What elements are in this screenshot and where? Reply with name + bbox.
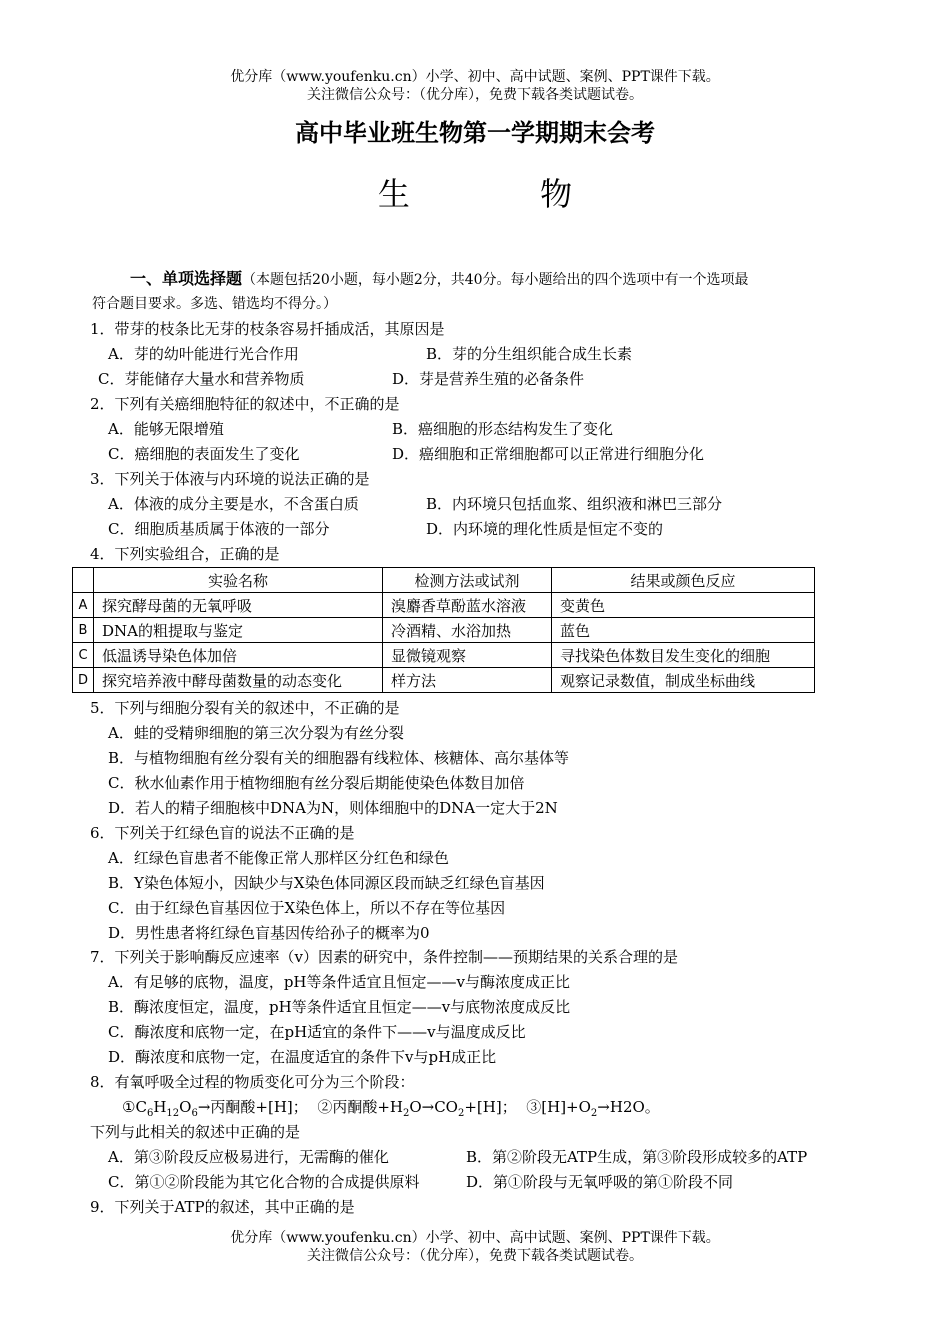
section-heading: 一、单项选择题 (130, 269, 243, 288)
exam-title: 高中毕业班生物第一学期期末会考 (295, 118, 655, 147)
q6-option-b: B．Y染色体短小，因缺少与X染色体同源区段而缺乏红绿色盲基因 (108, 874, 545, 892)
q9-stem: 9．下列关于ATP的叙述，其中正确的是 (90, 1198, 355, 1216)
table-header-row (73, 568, 815, 593)
table-row (73, 618, 815, 643)
table-row (73, 668, 815, 693)
q8-option-c: C．第①②阶段能为其它化合物的合成提供原料 (108, 1173, 420, 1191)
q2-option-b: B．癌细胞的形态结构发生了变化 (392, 420, 614, 438)
q2-option-a: A．能够无限增殖 (108, 420, 224, 438)
q8-stage-1: $①C_6H_{12}O_6\to$丙酮酸+[H]； (122, 1098, 308, 1119)
q7-option-b: B．酶浓度恒定，温度，pH等条件适宜且恒定——v与底物浓度成反比 (108, 998, 571, 1016)
row-label: A (73, 593, 94, 618)
table-cell: 低温诱导染色体加倍 (94, 643, 383, 668)
q8-stage-2: ②丙酮酸$+H_2O\to CO_2+[H]$； (317, 1098, 517, 1119)
header-cell: 检测方法或试剂 (383, 568, 552, 593)
table-cell: 观察记录数值，制成坐标曲线 (552, 668, 815, 693)
table-cell: 样方法 (383, 668, 552, 693)
table-cell: 显微镜观察 (383, 643, 552, 668)
q6-option-d: D．男性患者将红绿色盲基因传给孙子的概率为0 (108, 924, 430, 942)
section-heading-line (130, 268, 749, 291)
q5-option-b: B．与植物细胞有丝分裂有关的细胞器有线粒体、核糖体、高尔基体等 (108, 749, 570, 767)
section-note-2: 符合题目要求。多选、错选均不得分。） (92, 296, 337, 312)
header-cell: 实验名称 (94, 568, 383, 593)
header-cell: 结果或颜色反应 (552, 568, 815, 593)
table-cell: 蓝色 (552, 618, 815, 643)
experiment-table (72, 567, 815, 693)
section-note-1: （本题包括20小题，每小题2分，共40分。每小题给出的四个选项中有一个选项最 (242, 272, 749, 288)
q6-option-c: C．由于红绿色盲基因位于X染色体上，所以不存在等位基因 (108, 899, 506, 917)
q8-stage-3: $③[H]+O_2\to H2O$。 (526, 1098, 660, 1119)
q2-stem: 2．下列有关癌细胞特征的叙述中，不正确的是 (90, 395, 400, 413)
row-label: B (73, 618, 94, 643)
q8-option-a: A．第③阶段反应极易进行，无需酶的催化 (108, 1148, 389, 1166)
q1-option-c: C．芽能储存大量水和营养物质 (98, 370, 305, 388)
q7-option-c: C．酶浓度和底物一定，在pH适宜的条件下——v与温度成反比 (108, 1023, 526, 1041)
q3-option-c: C．细胞质基质属于体液的一部分 (108, 520, 330, 538)
table-row (73, 643, 815, 668)
q5-stem: 5．下列与细胞分裂有关的叙述中，不正确的是 (90, 699, 400, 717)
q6-stem: 6．下列关于红绿色盲的说法不正确的是 (90, 824, 355, 842)
q1-option-d: D．芽是营养生殖的必备条件 (392, 370, 585, 388)
q3-option-a: A．体液的成分主要是水，不含蛋白质 (108, 495, 359, 513)
header-line-2: 关注微信公众号：（优分库），免费下载各类试题试卷。 (307, 87, 643, 103)
footer-line-2: 关注微信公众号：（优分库），免费下载各类试题试卷。 (307, 1248, 643, 1264)
row-label: C (73, 643, 94, 668)
q8-option-d: D．第①阶段与无氧呼吸的第①阶段不同 (466, 1173, 734, 1191)
q1-option-b: B．芽的分生组织能合成生长素 (426, 345, 633, 363)
q5-option-a: A．蛙的受精卵细胞的第三次分裂为有丝分裂 (108, 724, 404, 742)
q3-stem: 3．下列关于体液与内环境的说法正确的是 (90, 470, 370, 488)
subject-title: 生 物 (377, 175, 633, 213)
q8-stem: 8．有氧呼吸全过程的物质变化可分为三个阶段： (90, 1073, 415, 1091)
q8-option-b: B．第②阶段无ATP生成，第③阶段形成较多的ATP (466, 1148, 808, 1166)
table-cell: DNA的粗提取与鉴定 (94, 618, 383, 643)
q1-option-a: A．芽的幼叶能进行光合作用 (108, 345, 299, 363)
table-cell: 寻找染色体数目发生变化的细胞 (552, 643, 815, 668)
table-cell: 变黄色 (552, 593, 815, 618)
table-cell: 探究酵母菌的无氧呼吸 (94, 593, 383, 618)
footer-line-1: 优分库（www.youfenku.cn）小学、初中、高中试题、案例、PPT课件下载。 (230, 1230, 720, 1246)
q3-option-d: D．内环境的理化性质是恒定不变的 (426, 520, 664, 538)
q5-option-c: C．秋水仙素作用于植物细胞有丝分裂后期能使染色体数目加倍 (108, 774, 525, 792)
q5-option-d: D．若人的精子细胞核中DNA为N，则体细胞中的DNA一定大于2N (108, 799, 558, 817)
q3-option-b: B．内环境只包括血浆、组织液和淋巴三部分 (426, 495, 723, 513)
table-cell: 探究培养液中酵母菌数量的动态变化 (94, 668, 383, 693)
q7-option-d: D．酶浓度和底物一定，在温度适宜的条件下v与pH成正比 (108, 1048, 497, 1066)
q2-option-c: C．癌细胞的表面发生了变化 (108, 445, 300, 463)
header-line-1: 优分库（www.youfenku.cn）小学、初中、高中试题、案例、PPT课件下载。 (230, 69, 720, 85)
q2-option-d: D．癌细胞和正常细胞都可以正常进行细胞分化 (392, 445, 705, 463)
table-cell: 冷酒精、水浴加热 (383, 618, 552, 643)
q6-option-a: A．红绿色盲患者不能像正常人那样区分红色和绿色 (108, 849, 449, 867)
q4-stem: 4．下列实验组合，正确的是 (90, 545, 280, 563)
row-label: D (73, 668, 94, 693)
q8-lead: 下列与此相关的叙述中正确的是 (90, 1123, 301, 1141)
q7-stem: 7．下列关于影响酶反应速率（v）因素的研究中，条件控制——预期结果的关系合理的是 (90, 948, 679, 966)
table-row (73, 593, 815, 618)
q7-option-a: A．有足够的底物，温度，pH等条件适宜且恒定——v与酶浓度成正比 (108, 973, 570, 991)
header-label-cell (73, 568, 94, 593)
q1-stem: 1．带芽的枝条比无芽的枝条容易扦插成活，其原因是 (90, 320, 445, 338)
table-cell: 溴麝香草酚蓝水溶液 (383, 593, 552, 618)
